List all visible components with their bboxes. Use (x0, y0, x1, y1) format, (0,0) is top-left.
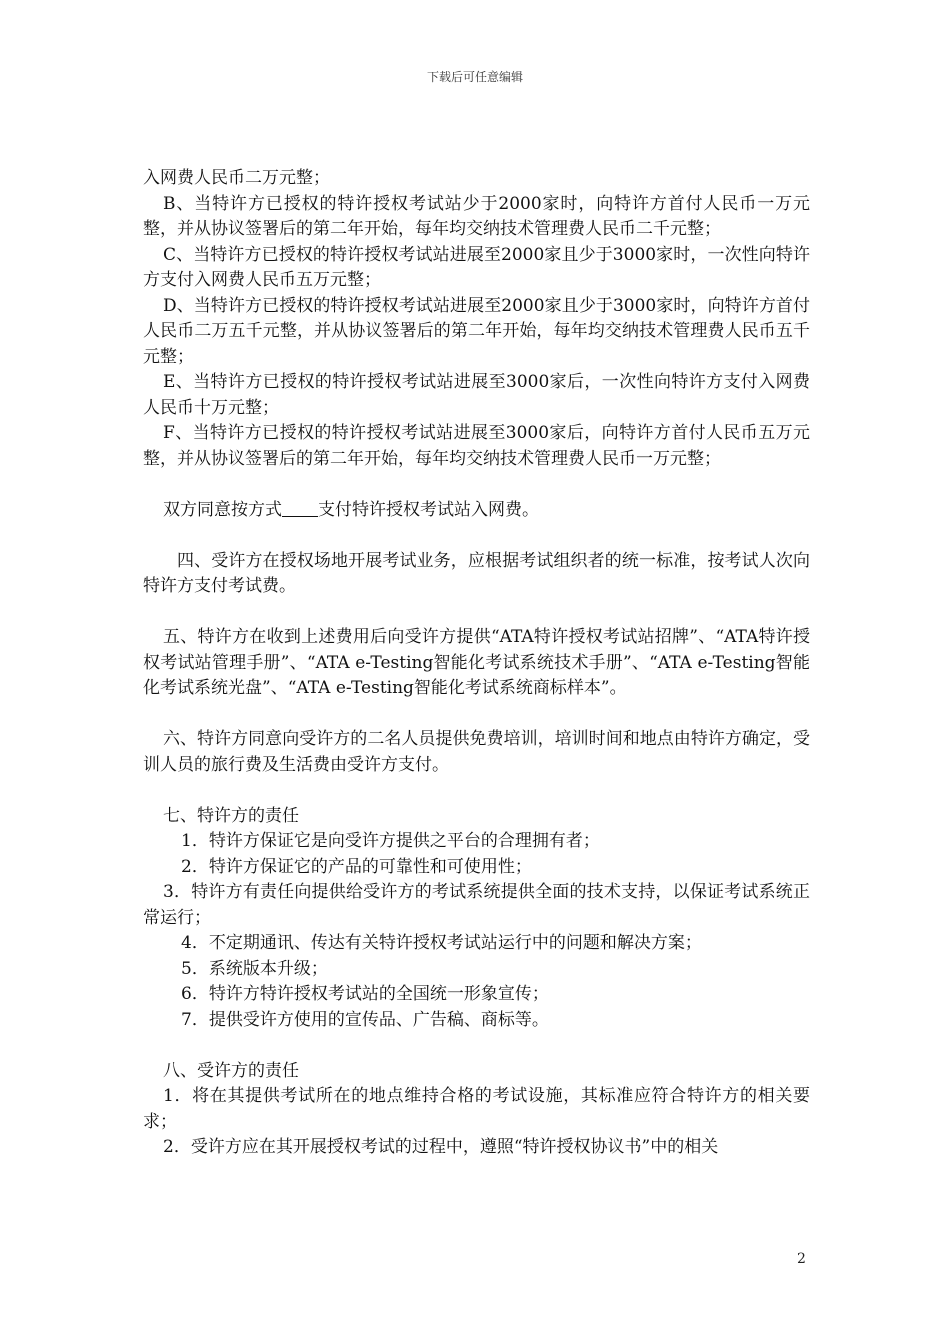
section-7-item-7: 7．提供受许方使用的宣传品、广告稿、商标等。 (181, 1009, 549, 1030)
section-7-item-6: 6．特许方特许授权考试站的全国统一形象宣传； (181, 984, 549, 1004)
page-number: 2 (797, 1251, 806, 1267)
section-8-item-1: 1．将在其提供考试所在的地点维持合格的考试设施，其标准应符合特许方的相关要求； (143, 1086, 810, 1132)
section-8-heading: 八、受许方的责任 (163, 1060, 299, 1081)
payment-method-suffix: 支付特许授权考试站入网费。 (318, 499, 539, 520)
paragraph-option-d: D、当特许方已授权的特许授权考试站进展至2000家且少于3000家时，向特许方首付人民币二万五千元整，并从协议签署后的第二年开始，每年均交纳技术管理费人民币五千元整； (143, 295, 810, 367)
paragraph-section-4: 四、受许方在授权场地开展考试业务，应根据考试组织者的统一标准，按考试人次向特许方支付考试费。 (143, 550, 810, 596)
section-7-item-1: 1．特许方保证它是向受许方提供之平台的合理拥有者； (181, 831, 600, 851)
paragraph-section-6: 六、特许方同意向受许方的二名人员提供免费培训，培训时间和地点由特许方确定，受训人员的旅行费及生活费由受许方支付。 (143, 729, 810, 775)
payment-method-prefix: 双方同意按方式 (163, 499, 282, 520)
payment-method-blank[interactable] (282, 500, 318, 517)
paragraph-option-e: E、当特许方已授权的特许授权考试站进展至3000家后，一次性向特许方支付入网费人民币十万元整； (143, 372, 810, 418)
section-8-item-2: 2．受许方应在其开展授权考试的过程中，遵照“特许授权协议书”中的相关 (163, 1137, 719, 1157)
paragraph-fee-a-end: 入网费人民币二万元整； (143, 168, 330, 188)
section-7-item-4: 4．不定期通讯、传达有关特许授权考试站运行中的问题和解决方案； (181, 933, 702, 953)
paragraph-payment-method (143, 498, 810, 524)
section-7-item-2: 2．特许方保证它的产品的可靠性和可使用性； (181, 856, 532, 877)
section-7-heading: 七、特许方的责任 (163, 805, 299, 826)
paragraph-option-c: C、当特许方已授权的特许授权考试站进展至2000家且少于3000家时，一次性向特许方支付入网费人民币五万元整； (143, 244, 810, 290)
section-7-item-5: 5．系统版本升级； (181, 958, 328, 979)
paragraph-section-5: 五、特许方在收到上述费用后向受许方提供“ATA特许授权考试站招牌”、“ATA特许授权考试站管理手册”、“ATA e-Testing智能化考试系统技术手册”、“ATA e-Testing智能化考试系统光盘”、“ATA e-Testing智能化考试系统商标样本”。 (143, 627, 810, 698)
paragraph-option-b: B、当特许方已授权的特许授权考试站少于2000家时，向特许方首付人民币一万元整，并从协议签署后的第二年开始，每年均交纳技术管理费人民币二千元整； (143, 193, 810, 239)
section-7-item-3: 3．特许方有责任向提供给受许方的考试系统提供全面的技术支持，以保证考试系统正常运行； (143, 882, 810, 928)
paragraph-option-f: F、当特许方已授权的特许授权考试站进展至3000家后，向特许方首付人民币五万元整，并从协议签署后的第二年开始，每年均交纳技术管理费人民币一万元整； (143, 423, 810, 469)
document-body (143, 166, 810, 1161)
page-header: 下载后可任意编辑 (426, 70, 523, 84)
